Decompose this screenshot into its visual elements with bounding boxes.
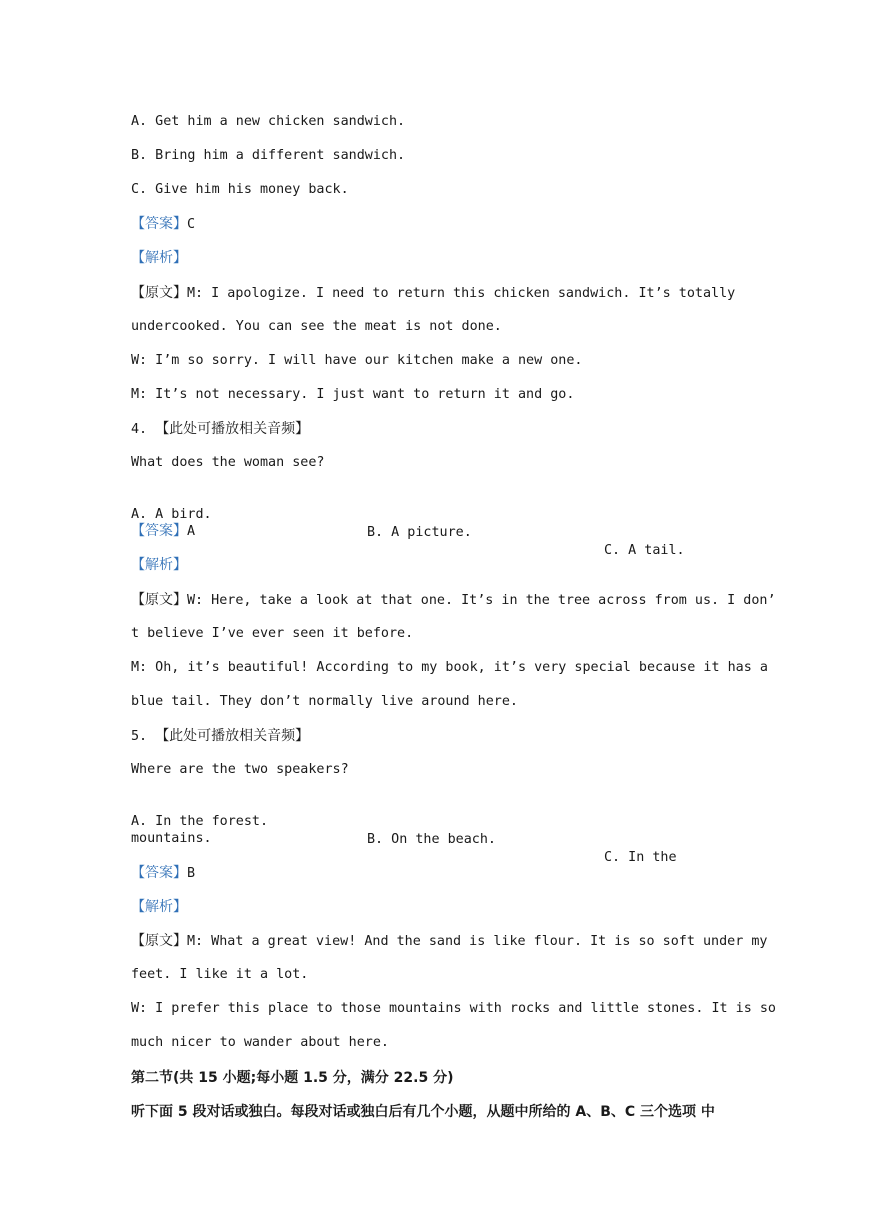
q4-option-c: C. A tail. — [604, 543, 685, 558]
q4-option-a: A. A bird. — [131, 507, 212, 522]
q4-header — [131, 420, 309, 439]
q5-option-c: C. In the — [604, 850, 677, 865]
answer-tag: 【答案】 — [131, 865, 187, 881]
q3-transcript-line-4: M: It’s not necessary. I just want to return it and go. — [131, 387, 575, 402]
q5-option-b: B. On the beach. — [367, 832, 496, 847]
q3-analysis — [131, 249, 187, 268]
q5-option-a: A. In the forest. — [131, 814, 269, 829]
q5-transcript-line-1 — [131, 932, 767, 951]
q4-transcript-line-3: M: Oh, it’s beautiful! According to my book, it’s very special because it has a — [131, 660, 768, 675]
answer-tag: 【答案】 — [131, 523, 187, 539]
question-number: 4. — [131, 422, 156, 437]
q3-transcript-line-3: W: I’m so sorry. I will have our kitchen make a new one. — [131, 353, 583, 368]
q3-transcript-line-2: undercooked. You can see the meat is not done. — [131, 319, 502, 334]
question-number: 5. — [131, 729, 156, 744]
audio-placeholder: 【此处可播放相关音频】 — [155, 421, 310, 437]
q4-answer — [131, 522, 195, 541]
q4-analysis — [131, 556, 187, 575]
q5-option-c-continued: mountains. — [131, 831, 212, 846]
original-text-tag: 【原文】 — [131, 285, 187, 301]
transcript-text: M: I apologize. I need to return this chicken sandwich. It’s totally — [187, 286, 736, 301]
answer-value: B — [187, 866, 196, 881]
analysis-tag: 【解析】 — [131, 899, 187, 915]
q3-option-c: C. Give him his money back. — [131, 182, 349, 197]
answer-value: C — [187, 217, 196, 232]
answer-tag: 【答案】 — [131, 216, 187, 232]
section-heading: 第二节(共 15 小题;每小题 1.5 分，满分 22.5 分) — [131, 1070, 454, 1086]
q3-answer — [131, 215, 195, 234]
q5-transcript-line-2: feet. I like it a lot. — [131, 967, 309, 982]
answer-value: A — [187, 524, 196, 539]
transcript-text: W: Here, take a look at that one. It’s in the tree across from us. I don’ — [187, 593, 776, 608]
q4-transcript-line-4: blue tail. They don’t normally live around here. — [131, 694, 518, 709]
audio-placeholder: 【此处可播放相关音频】 — [155, 728, 310, 744]
q5-question: Where are the two speakers? — [131, 762, 349, 777]
q3-option-a: A. Get him a new chicken sandwich. — [131, 114, 406, 129]
q4-question: What does the woman see? — [131, 455, 325, 470]
q3-option-b: B. Bring him a different sandwich. — [131, 148, 406, 163]
q4-transcript-line-2: t believe I’ve ever seen it before. — [131, 626, 414, 641]
q3-transcript-line-1 — [131, 284, 735, 303]
transcript-text: M: What a great view! And the sand is like flour. It is so soft under my — [187, 934, 768, 949]
q4-option-b: B. A picture. — [367, 525, 472, 540]
original-text-tag: 【原文】 — [131, 933, 187, 949]
section-instruction: 听下面 5 段对话或独白。每段对话或独白后有几个小题，从题中所给的 A、B、C 三个选项 中 — [131, 1104, 715, 1120]
q5-analysis — [131, 898, 187, 917]
q5-header — [131, 727, 309, 746]
q5-answer — [131, 864, 195, 883]
original-text-tag: 【原文】 — [131, 592, 187, 608]
q5-transcript-line-4: much nicer to wander about here. — [131, 1035, 389, 1050]
analysis-tag: 【解析】 — [131, 250, 187, 266]
q4-transcript-line-1 — [131, 591, 776, 610]
analysis-tag: 【解析】 — [131, 557, 187, 573]
q5-transcript-line-3: W: I prefer this place to those mountains with rocks and little stones. It is so — [131, 1001, 776, 1016]
